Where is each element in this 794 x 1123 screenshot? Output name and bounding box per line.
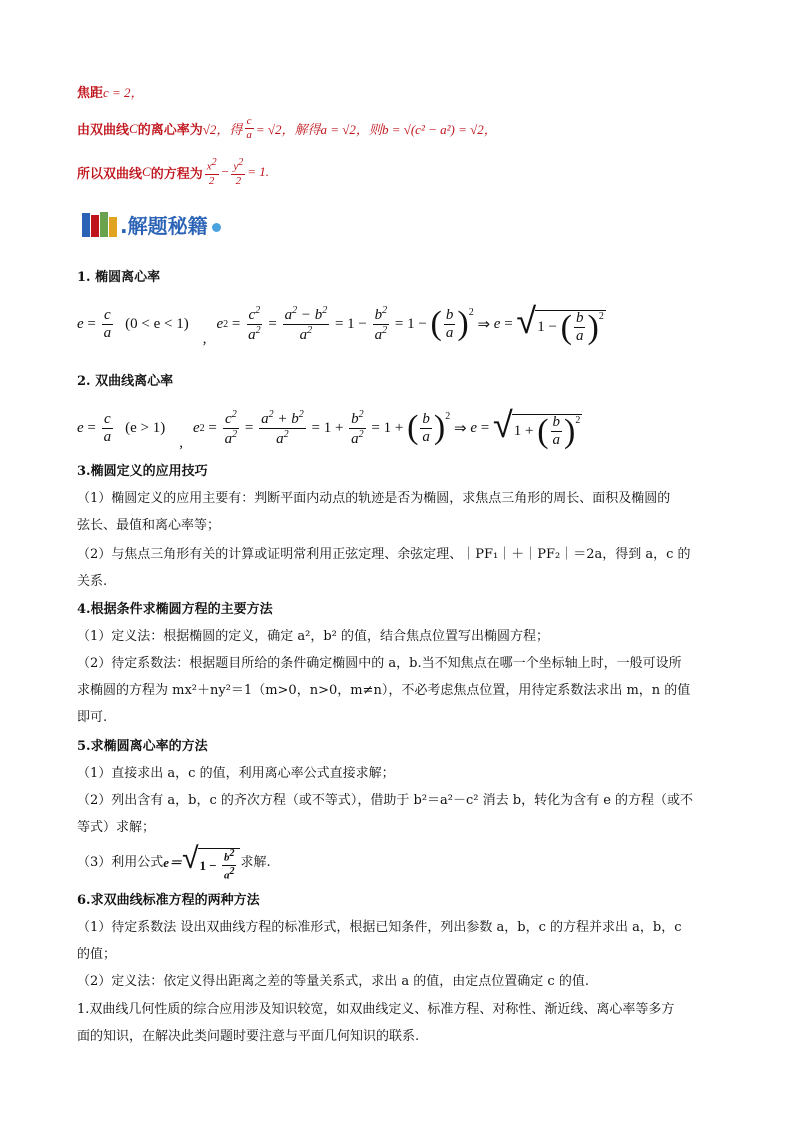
section-5-p3-end: 求解.	[240, 855, 271, 870]
section-6-paragraph-1: （1）待定系数法 设出双曲线方程的标准形式，根据已知条件，列出参数 a，b，c 的方程并求出 a，b，c	[77, 920, 682, 935]
ecc-value: √2，得	[202, 122, 243, 137]
section-4-paragraph-1: （1）定义法：根据椭圆的定义，确定 a²，b² 的值，结合焦点位置写出椭圆方程；	[77, 629, 550, 644]
section-5-p3-sqrt: √ 1 − $\frac{b^2}{a^2}$	[182, 844, 240, 881]
ecc-var-c: C	[129, 120, 138, 136]
section-3-paragraph-1: （1）椭圆定义的应用主要有：判断平面内动点的轨迹是否为椭圆，求焦点三角形的周长、面积及椭圆的	[77, 491, 671, 506]
x2-over-2-fraction: $\frac{x^2}{2}$	[206, 157, 217, 187]
section-5-title: 5.求椭圆离心率的方法	[77, 739, 208, 754]
section-1-title: 1. 椭圆离心率	[77, 270, 161, 285]
section-5-p3-text: （3）利用公式	[77, 855, 164, 870]
ecc-text-a: 由双曲线	[77, 123, 130, 138]
hyperbola-condition: (e > 1)	[125, 419, 166, 436]
section-4-paragraph-2c: 即可.	[77, 710, 108, 725]
section-5-paragraph-3	[77, 841, 271, 882]
focal-distance-line	[77, 82, 144, 101]
ecc-b-value: b = √(c² − a²) = √2，	[381, 122, 497, 137]
solution-secrets-banner	[82, 210, 221, 239]
eccentricity-line	[77, 116, 497, 141]
ecc-a-value: a = √2，则	[320, 122, 382, 137]
section-3-paragraph-1b: 弦长、最值和离心率等；	[77, 518, 221, 533]
section-5-paragraph-2b: 等式）求解；	[77, 820, 156, 835]
eq-text-a: 所以双曲线	[77, 166, 143, 182]
section-4-paragraph-2b: 求椭圆的方程为 mx²＋ny²＝1（m>0，n>0，m≠n），不必考虑焦点位置，用待定系数法求出 m，n 的值	[77, 683, 691, 698]
eq-equals: = 1.	[247, 164, 270, 180]
y2-over-2-fraction: $\frac{y^2}{2}$	[233, 157, 244, 187]
books-icon	[82, 212, 118, 237]
eq-var-c: C	[142, 164, 151, 180]
section-5-paragraph-1: （1）直接求出 a，c 的值，利用离心率公式直接求解；	[77, 766, 395, 781]
section-5-paragraph-2: （2）列出含有 a，b，c 的齐次方程（或不等式），借助于 b²＝a²－c² 消去 b，转化为含有 e 的方程（或不	[77, 793, 694, 808]
section-3-title: 3.椭圆定义的应用技巧	[77, 464, 208, 479]
section-6-title: 6.求双曲线标准方程的两种方法	[77, 893, 260, 908]
hyperbola-eccentricity-formula: e = $\frac{c}{a}$ (e > 1) , e 2 = $\frac{c^2}{a^2}$ = $\frac{a^2 + b^2}{a^2}$ = 1 + $\frac{b^2}{a^2}$ = 1 + ( $\frac{b}{a}$ ) $^2$ ⇒ e = √ 1 + ( $\frac{b}{a}$ ) $^2$	[77, 404, 581, 451]
c-over-a-fraction: $\frac{c}{a}$	[246, 115, 252, 141]
section-2-title: 2. 双曲线离心率	[77, 374, 174, 389]
section-3-paragraph-2: （2）与焦点三角形有关的计算或证明常利用正弦定理、余弦定理、｜PF₁｜＋｜PF₂｜＝2a，得到 a，c 的	[77, 547, 691, 562]
hyperbola-equation-line: 所以双曲线 C 的方程为 $\frac{x^2}{2}$ − $\frac{y^2}{2}$ = 1.	[77, 157, 270, 187]
ellipse-eccentricity-formula: e = $\frac{c}{a}$ (0 < e < 1) , e 2 = $\frac{c^2}{a^2}$ = $\frac{a^2 - b^2}{a^2}$ = 1 − $\frac{b^2}{a^2}$ = 1 − ( $\frac{b}{a}$ ) $^2$ ⇒ e = √ 1 − ( $\frac{b}{a}$ ) $^2$	[77, 300, 604, 347]
banner-title: .解题秘籍	[120, 214, 208, 238]
section-4-paragraph-2: （2）待定系数法：根据题目所给的条件确定椭圆中的 a，b.当不知焦点在哪一个坐标轴上时，一般可设所	[77, 656, 682, 671]
geometry-note-paragraph-b: 面的知识，在解决此类问题时要注意与平面几何知识的联系.	[77, 1029, 420, 1044]
ecc-solve: = √2，解得	[255, 122, 321, 137]
ellipse-condition: (0 < e < 1)	[125, 315, 189, 332]
eq-text-c: 的方程为	[150, 166, 203, 182]
section-4-title: 4.根据条件求椭圆方程的主要方法	[77, 602, 273, 617]
section-3-paragraph-2b: 关系.	[77, 574, 108, 589]
focal-distance-text: 焦距	[77, 86, 104, 101]
geometry-note-paragraph: 1.双曲线几何性质的综合应用涉及知识较宽，如双曲线定义、标准方程、对称性、渐近线、离心率等多方	[77, 1002, 675, 1017]
dot-icon	[212, 223, 221, 232]
ecc-text-c: 的离心率为	[137, 123, 203, 138]
section-6-paragraph-1b: 的值；	[77, 947, 117, 962]
section-5-p3-e: e＝	[163, 855, 183, 870]
section-6-paragraph-2: （2）定义法：依定义得出距离之差的等量关系式，求出 a 的值，由定点位置确定 c 的值.	[77, 974, 589, 989]
focal-distance-math: c = 2，	[103, 85, 144, 100]
